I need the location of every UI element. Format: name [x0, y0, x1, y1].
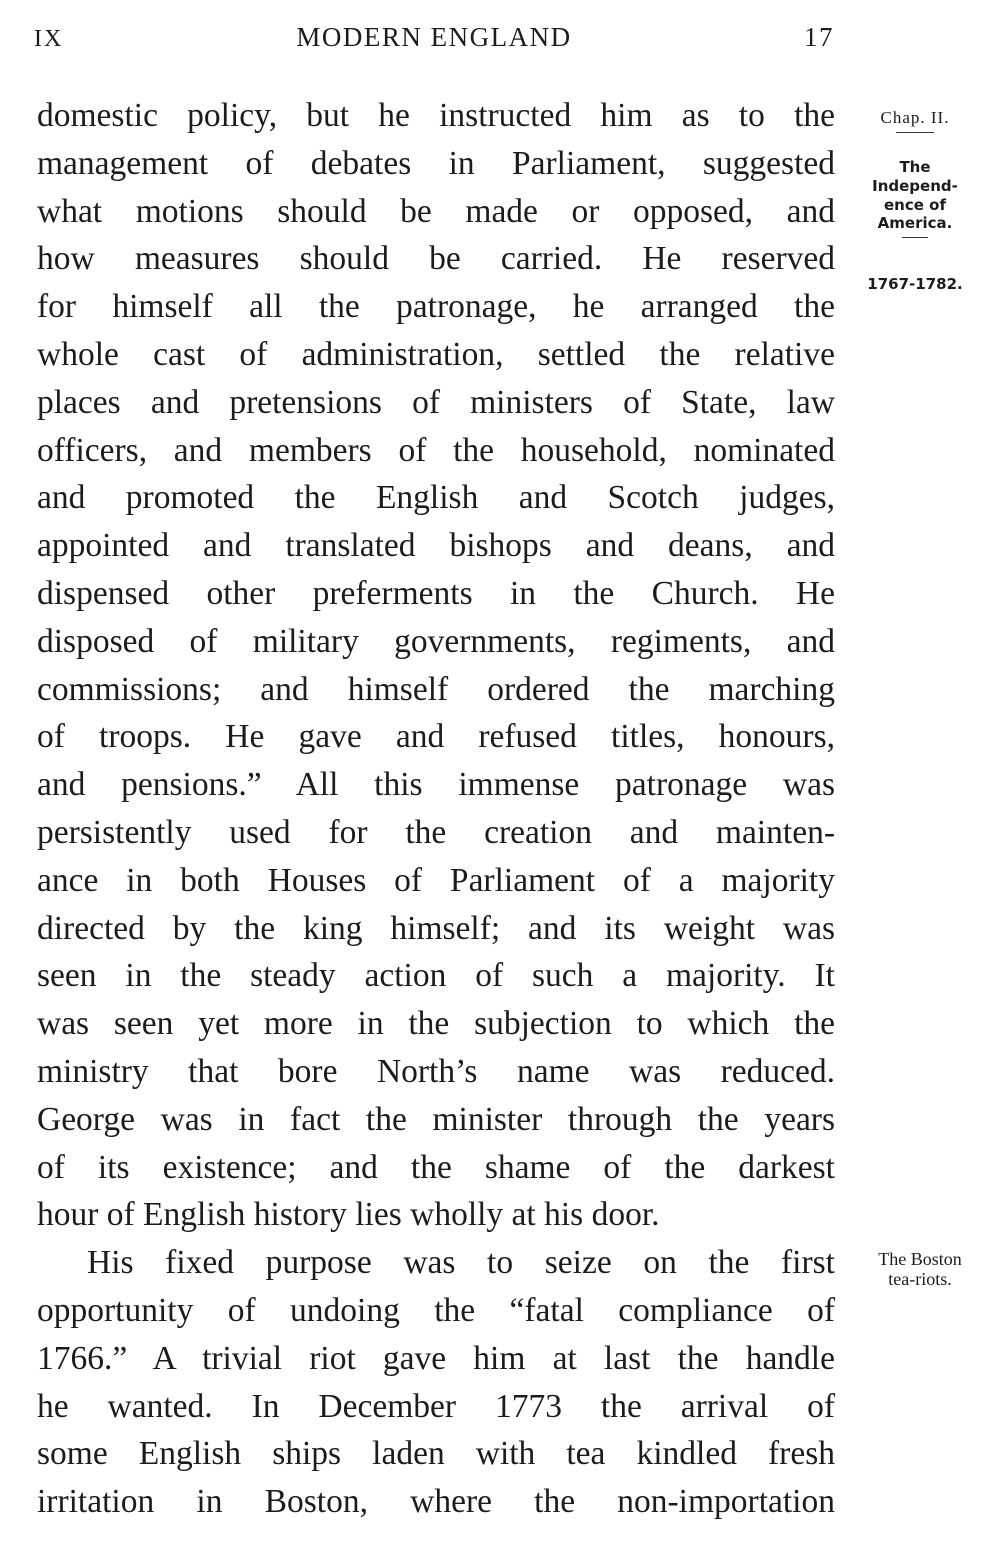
text-line: how measures should be carried. He reserved [37, 240, 835, 278]
margin-years-note: 1767-1782. [867, 275, 963, 293]
text-line: management of debates in Parliament, suggested [37, 144, 835, 182]
text-line: was seen yet more in the subjection to which the [37, 1005, 835, 1043]
text-line: George was in fact the minister through the years [37, 1100, 835, 1138]
text-line: for himself all the patronage, he arranged the [37, 288, 835, 326]
text-line: ance in both Houses of Parliament of a majority [37, 861, 835, 899]
text-line: irritation in Boston, where the non-importation [37, 1483, 835, 1521]
page-number: 17 [804, 22, 834, 52]
text-line: and promoted the English and Scotch judges, [37, 479, 835, 517]
text-line: seen in the steady action of such a majority. It [37, 957, 835, 995]
text-line: what motions should be made or opposed, and [37, 192, 835, 230]
text-line: of its existence; and the shame of the darkest [37, 1148, 835, 1186]
chapter-numeral: IX [34, 26, 64, 52]
text-line: His fixed purpose was to seize on the first [87, 1244, 835, 1282]
text-line: domestic policy, but he instructed him as to the [37, 97, 835, 134]
text-line: and pensions.” All this immense patronage was [37, 766, 835, 804]
text-line: ministry that bore North’s name was reduced. [37, 1052, 835, 1090]
topic-line: America. [877, 214, 953, 233]
text-line: 1766.” A trivial riot gave him at last the handle [37, 1339, 835, 1377]
boston-note-line: The Boston [878, 1249, 962, 1269]
topic-line: The [899, 158, 931, 176]
chapter-label-rule [896, 132, 934, 133]
text-line: disposed of military governments, regiments, and [37, 622, 835, 660]
margin-topic-note [855, 158, 975, 242]
text-line: of troops. He gave and refused titles, honours, [37, 718, 835, 756]
topic-line: Independ- [872, 176, 958, 195]
running-header [34, 22, 834, 62]
margin-boston-note [850, 1250, 990, 1290]
text-line: persistently used for the creation and mainten- [37, 813, 835, 851]
topic-rule [902, 237, 928, 238]
body-text [37, 92, 835, 1526]
text-line: opportunity of undoing the “fatal compliance of [37, 1291, 835, 1329]
text-line: he wanted. In December 1773 the arrival of [37, 1387, 835, 1425]
chapter-label-text: Chap. II. [880, 108, 950, 127]
text-line: commissions; and himself ordered the marching [37, 670, 835, 708]
margin-chapter-label [855, 108, 975, 137]
text-line: officers, and members of the household, nominated [37, 431, 835, 469]
topic-line: ence of [884, 195, 946, 214]
boston-note-line: tea-riots. [888, 1268, 952, 1289]
text-line: directed by the king himself; and its weight was [37, 909, 835, 947]
book-title: MODERN ENGLAND [296, 22, 572, 52]
text-line: appointed and translated bishops and deans, and [37, 527, 835, 565]
text-line: dispensed other preferments in the Church. He [37, 574, 835, 612]
text-line: places and pretensions of ministers of State, law [37, 383, 835, 421]
text-line: whole cast of administration, settled the relative [37, 335, 835, 373]
text-line: some English ships laden with tea kindled fresh [37, 1435, 835, 1473]
text-line: hour of English history lies wholly at his door. [37, 1196, 660, 1234]
